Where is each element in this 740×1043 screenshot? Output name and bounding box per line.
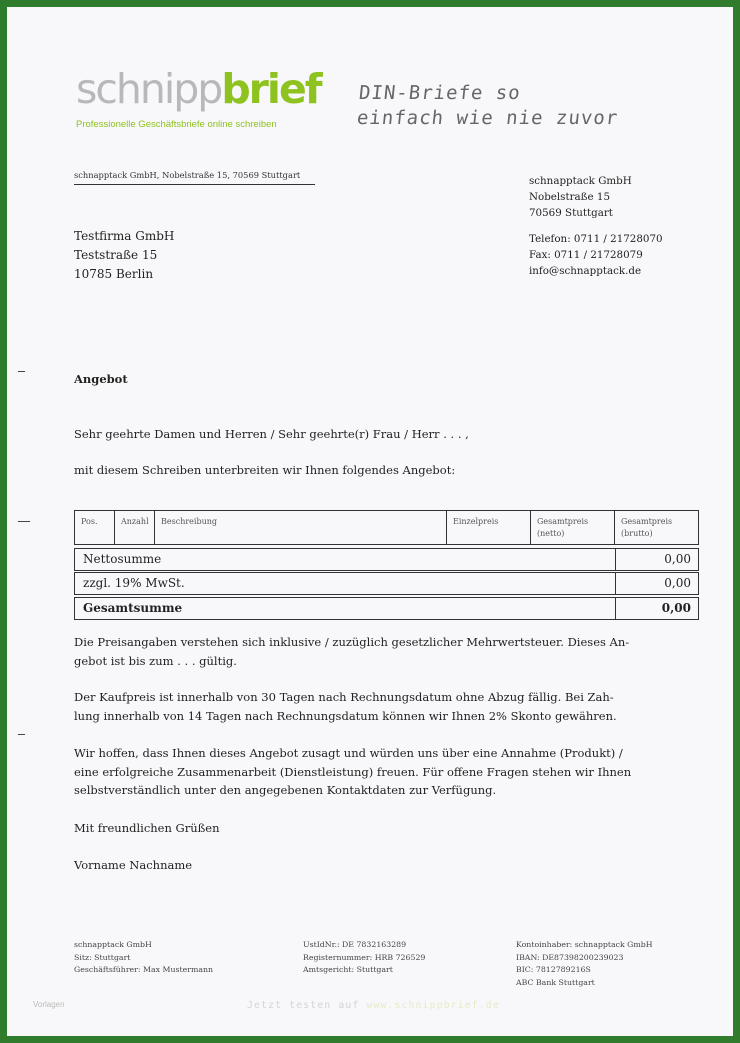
company-phone: Telefon: 0711 / 21728070 xyxy=(529,233,663,245)
company-city: 70569 Stuttgart xyxy=(529,207,613,219)
body-paragraph-closing: Wir hoffen, dass Ihnen dieses Angebot zusagt und würden uns über eine Annahme (Produkt) / eine erfolgreiche Zusammenarbeit (Dienstleistung) freuen. Für offene Fragen stehen wir Ihnen selbstverständlich unter den angegebenen Kontaktdaten zur Verfügung. xyxy=(74,746,632,797)
col-anzahl: Anzahl xyxy=(115,511,155,544)
table-row xyxy=(74,548,699,571)
col-gesamtpreis-netto: Gesamtpreis (netto) xyxy=(531,511,615,544)
mwst-value: 0,00 xyxy=(615,573,698,594)
try-now-link[interactable]: Jetzt testen auf www.schnippbrief.de xyxy=(247,1000,500,1011)
company-name: schnapptack GmbH xyxy=(529,175,632,187)
col-einzelpreis: Einzelpreis xyxy=(447,511,531,544)
offer-table-header xyxy=(74,510,699,545)
company-street: Nobelstraße 15 xyxy=(529,191,611,203)
table-row xyxy=(74,572,699,595)
company-email: info@schnapptack.de xyxy=(529,265,642,277)
footer-column-bank: Kontoinhaber: schnapptack GmbH IBAN: DE87398200239023 BIC: 7812789216S ABC Bank Stuttgart xyxy=(516,940,653,987)
recipient-street: Teststraße 15 xyxy=(74,248,158,262)
company-contact-block xyxy=(529,173,663,279)
closing-phrase: Mit freundlichen Grüßen xyxy=(74,821,220,835)
company-fax: Fax: 0711 / 21728079 xyxy=(529,249,643,261)
sender-return-address: schnapptack GmbH, Nobelstraße 15, 70569 Stuttgart xyxy=(74,170,315,185)
intro-text: mit diesem Schreiben unterbreiten wir Ihnen folgendes Angebot: xyxy=(74,463,456,477)
schnippbrief-logo: schnippbrief xyxy=(76,65,321,113)
fold-mark xyxy=(18,734,25,735)
recipient-city: 10785 Berlin xyxy=(74,267,154,281)
netto-label: Nettosumme xyxy=(83,552,162,566)
vorlagen-watermark: Vorlagen xyxy=(33,1000,65,1009)
slogan-line-1: DIN-Briefe so xyxy=(357,82,522,104)
col-beschreibung: Beschreibung xyxy=(155,511,447,544)
salutation: Sehr geehrte Damen und Herren / Sehr geehrte(r) Frau / Herr . . . , xyxy=(74,427,469,441)
body-paragraph-payment: Der Kaufpreis ist innerhalb von 30 Tagen nach Rechnungsdatum ohne Abzug fällig. Bei Zah- lung innerhalb von 14 Tagen nach Rechnungsdatum können wir Ihnen 2% Skonto gewähren. xyxy=(74,690,617,723)
letter-page xyxy=(7,7,733,1036)
punch-mark xyxy=(18,521,30,522)
body-paragraph-price: Die Preisangaben verstehen sich inklusive / zuzüglich gesetzlicher Mehrwertsteuer. Dieses An- gebot ist bis zum . . . gültig. xyxy=(74,635,630,668)
slogan-line-2: einfach wie nie zuvor xyxy=(355,107,620,129)
footer-column-registry: UstIdNr.: DE 7832163289 Registernummer: HRB 726529 Amtsgericht: Stuttgart xyxy=(303,940,426,974)
signature-name: Vorname Nachname xyxy=(74,858,193,872)
fold-mark xyxy=(18,371,25,372)
table-row xyxy=(74,597,699,620)
footer-column-company: schnapptack GmbH Sitz: Stuttgart Geschäftsführer: Max Mustermann xyxy=(74,940,214,974)
letter-subject: Angebot xyxy=(74,372,128,386)
gesamt-value: 0,00 xyxy=(615,598,698,619)
col-gesamtpreis-brutto: Gesamtpreis (brutto) xyxy=(621,517,673,538)
netto-value: 0,00 xyxy=(615,549,698,570)
recipient-address xyxy=(74,227,174,284)
mwst-label: zzgl. 19% MwSt. xyxy=(83,576,185,590)
logo-tagline: Professionelle Geschäftsbriefe online schreiben xyxy=(76,119,277,130)
gesamt-label: Gesamtsumme xyxy=(83,601,183,615)
recipient-name: Testfirma GmbH xyxy=(74,229,175,243)
col-pos: Pos. xyxy=(75,511,115,544)
